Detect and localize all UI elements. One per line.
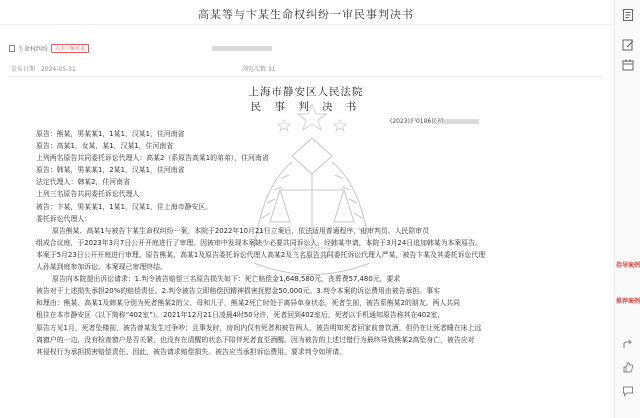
- body-line: 被告：卞某，男某某1，1某1，汉某1，住上海市静安区。: [36, 202, 213, 211]
- more-tag[interactable]: 点击了解更多: [51, 44, 89, 53]
- body-line: 原告：高某1，女某，某1，汉某1，住河南省: [36, 142, 174, 151]
- body-line: 原告向本院提出诉讼请求：1.判令被告赔偿三名原告损失如下：死亡赔偿金1,648,580元，丧葬费57,480元，要求: [52, 275, 401, 284]
- view-count: [242, 64, 276, 73]
- body-line: 和理由：熊某、高某1及韩某分别为死者熊某2的父、母和儿子，熊某2死亡时处于离异单身状态，死者生前，被告系熊某2的朋友。两人共同: [36, 299, 461, 308]
- body-line: 本案于5月23日公开开庭进行审理。原告熊某、高某1及原告委托诉讼代理人高某2及三名原告共同委托诉讼代理人严某，被告卞某及其委托诉讼代理: [36, 250, 486, 259]
- body-line: 被告对于上述损失承担20%的赔偿责任。2.判令被告立即赔偿因精神损害抚慰金50,000元。3.判令本案的诉讼费用由被告承担。事实: [36, 287, 440, 296]
- chat-icon[interactable]: [621, 384, 635, 398]
- case-number-text: (2023)沪0106民初: [390, 118, 444, 125]
- doc-label: 生命权纠纷: [18, 46, 49, 53]
- body-line: 组成合议庭，于2023年3月7日公开开庭进行了审理。因被审中发现本案缺少必要共同诉讼人，经韩某申请，本院于3月24日追加韩某为本案原告。: [36, 238, 482, 247]
- body-line: 离窗户的一边，没有检查窗户是否关紧，也没有在清醒的状态下陪伴死者直至酒醒。因为被告的上述过错行为最终导致熊某2高坠身亡，被告应对: [36, 335, 475, 344]
- guide-case-label[interactable]: 指导案例: [615, 262, 640, 269]
- body-line: 人孙某到庭参加诉讼。本案现已审理终结。: [36, 263, 167, 272]
- view-label: 浏览次数: [242, 66, 267, 73]
- share-icon[interactable]: [621, 337, 635, 351]
- body-line: 原告方见1月，死者坠楼前，被告曾某发生过争吵；且事发时，房间内仅有死者和被告两人，被告明知死者回家前曾饮酒，但仍在让死者睡在床上远: [36, 323, 482, 332]
- right-sidebar: [614, 0, 640, 418]
- body-line: 原告：韩某，男某某1，2某1，汉某1，住河南省: [36, 166, 185, 175]
- body-line: 上列三名原告共同委托诉讼代理人：: [36, 190, 147, 199]
- recommend-case-label[interactable]: 推荐案例: [615, 298, 640, 305]
- document-icon: [9, 45, 15, 52]
- view-value: 31: [267, 66, 276, 73]
- body-line: 上列两名原告共同委托诉讼代理人：高某2（系原告高某1的弟弟），住河南省: [36, 154, 269, 163]
- document-list-icon[interactable]: [621, 8, 635, 22]
- page-title: 高某等与卞某生命权纠纷一审民事判决书: [198, 8, 414, 21]
- document-type: 民 事 判 决 书: [250, 101, 362, 113]
- meta-divider: [8, 76, 604, 77]
- masked-text: [212, 46, 272, 51]
- body-line: 法定代理人：韩某2，住河南省: [36, 178, 130, 187]
- publish-label: 发布日期: [11, 66, 36, 73]
- header-divider: [0, 24, 612, 25]
- case-number: [390, 116, 479, 125]
- calendar-icon[interactable]: [621, 58, 635, 72]
- body-line: 委托诉讼代理人：: [36, 214, 92, 223]
- body-line: 原告：熊某，男某某1，1某1，汉某1，住河南省: [36, 130, 185, 138]
- masked-case-number: [443, 119, 479, 124]
- body-line: 其侵权行为承担损害赔偿责任。因此，被告请求赔偿损失。被告应当承担诉讼费用。要求判令如所请。: [36, 347, 347, 356]
- judgment-body: [36, 128, 596, 358]
- court-name: 上海市静安区人民法院: [248, 86, 364, 98]
- body-line: 原告熊某、高某1与被告卞某生命权纠纷一案，本院于2022年10月21日立案后，依法适用普通程序，由审判员、人民陪审员: [52, 226, 430, 235]
- meta-row: [9, 44, 272, 53]
- body-line: 租住在本市静安区（以下简称“402室”）。2021年12月21日凌晨4时50分许，死者回到402室后，死者以手机通知原告称其在402室，: [36, 311, 445, 320]
- thumbs-up-icon[interactable]: [621, 360, 635, 374]
- publish-info: [11, 64, 76, 73]
- publish-date: 2024-05-31: [40, 66, 76, 73]
- edit-note-icon[interactable]: [621, 38, 635, 52]
